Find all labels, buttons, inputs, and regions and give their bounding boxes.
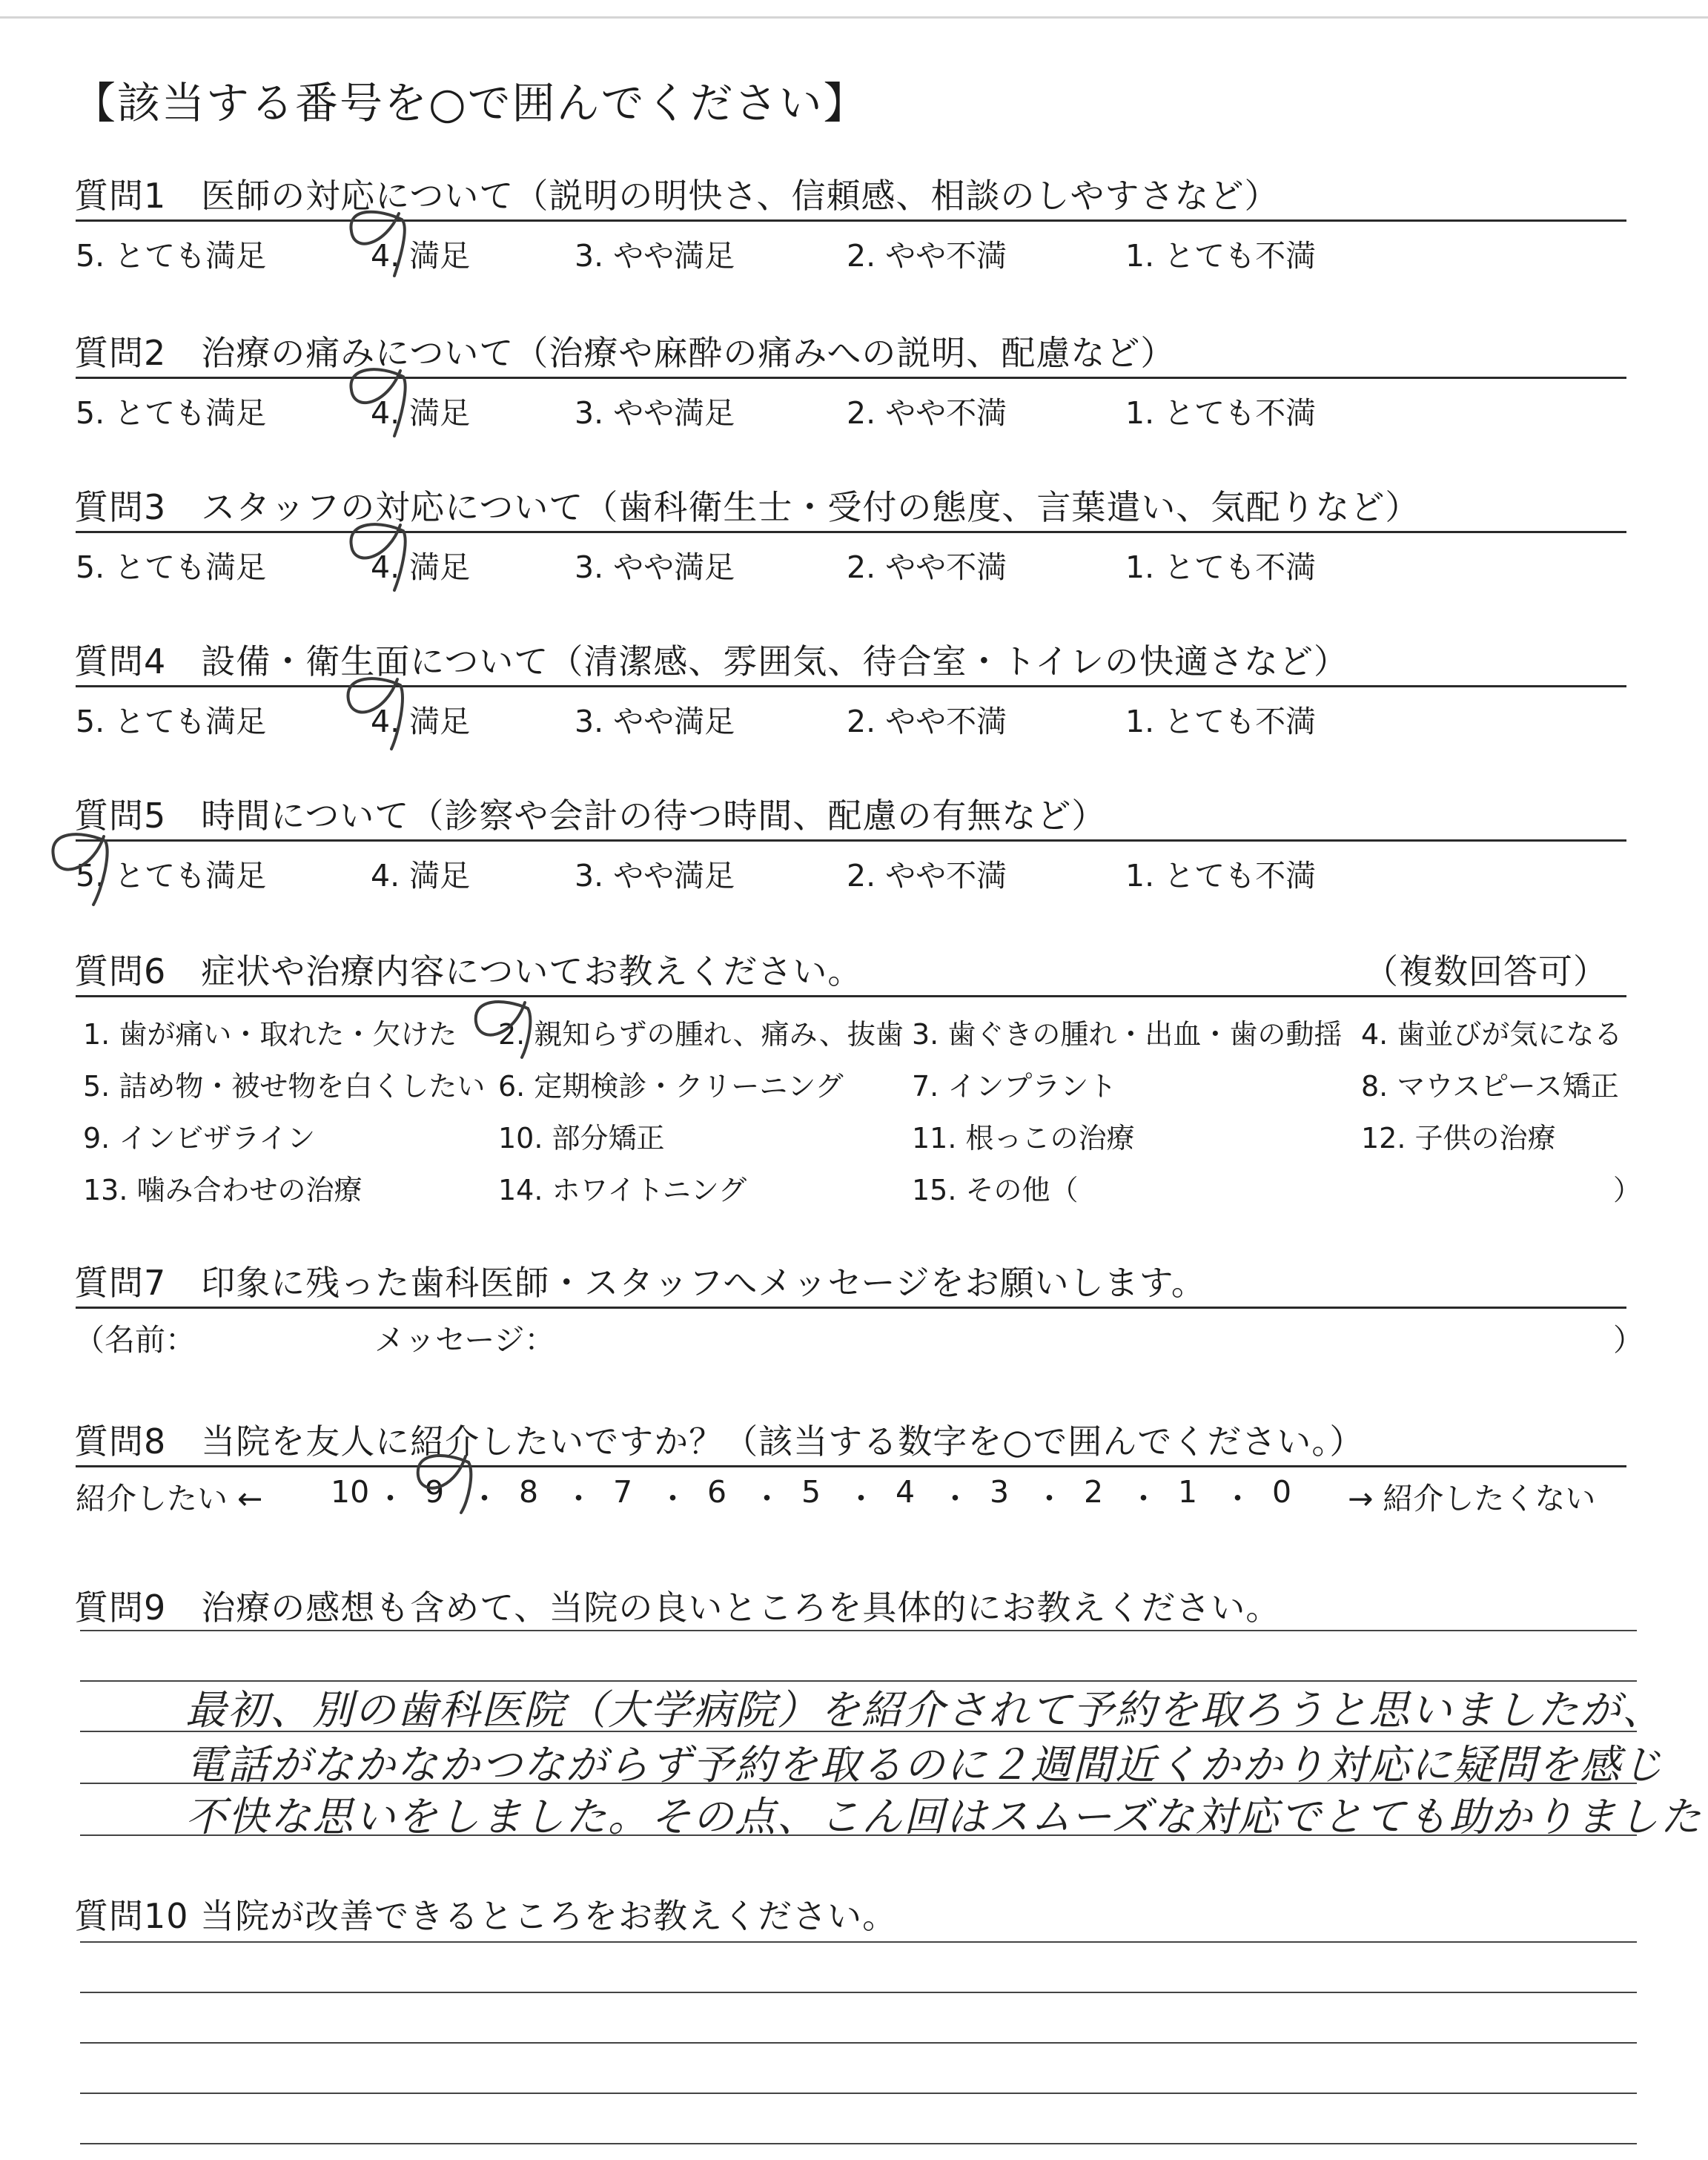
q9-title: 質問9 治療の感想も含めて、当院の良いところを具体的にお教えください。 xyxy=(74,1588,1281,1628)
q8-scale-1[interactable]: 1 xyxy=(1178,1474,1198,1510)
q8-scale-separator: ・ xyxy=(469,1481,500,1516)
q6-item-11[interactable]: 11. 根っこの治療 xyxy=(912,1122,1135,1155)
q7-name-label[interactable]: （名前： xyxy=(74,1322,196,1358)
q6-item-6[interactable]: 6. 定期検診・クリーニング xyxy=(498,1070,844,1103)
q8-scale-separator: ・ xyxy=(1034,1481,1065,1516)
q5-rule xyxy=(76,839,1626,842)
q2-title: 質問2 治療の痛みについて（治療や麻酔の痛みへの説明、配慮など） xyxy=(74,333,1176,373)
q8-scale-8[interactable]: 8 xyxy=(519,1474,539,1510)
q8-scale-2[interactable]: 2 xyxy=(1084,1474,1104,1510)
q3-option-5[interactable]: 5. とても満足 xyxy=(76,549,267,585)
q8-scale-9[interactable]: 9 xyxy=(425,1474,445,1510)
q1-rule xyxy=(76,219,1626,222)
q2-rule xyxy=(76,377,1626,379)
q10-writing-line-5[interactable] xyxy=(80,2143,1637,2144)
q1-title: 質問1 医師の対応について（説明の明快さ、信頼感、相談のしやすさなど） xyxy=(74,176,1280,216)
q4-option-4[interactable]: 4. 満足 xyxy=(371,704,471,739)
q5-option-1[interactable]: 1. とても不満 xyxy=(1125,858,1317,894)
q3-option-1[interactable]: 1. とても不満 xyxy=(1125,549,1317,585)
q8-left-label: 紹介したい ← xyxy=(76,1481,263,1516)
q8-rule xyxy=(76,1465,1626,1467)
q6-multiple-answer-note: （複数回答可） xyxy=(1364,951,1608,991)
q10-writing-line-2[interactable] xyxy=(80,1992,1637,1993)
q2-option-4[interactable]: 4. 満足 xyxy=(371,395,471,431)
q6-item-15[interactable]: 15. その他（ xyxy=(912,1174,1079,1206)
q8-scale-separator: ・ xyxy=(658,1481,688,1516)
q8-scale-10[interactable]: 10 xyxy=(331,1474,370,1510)
q6-item-10[interactable]: 10. 部分矯正 xyxy=(498,1122,665,1155)
q1-option-5[interactable]: 5. とても満足 xyxy=(76,238,267,274)
q8-scale-separator: ・ xyxy=(1222,1481,1253,1516)
q3-option-3[interactable]: 3. やや満足 xyxy=(575,549,735,585)
q5-title: 質問5 時間について（診察や会計の待つ時間、配慮の有無など） xyxy=(74,796,1107,836)
q3-option-4[interactable]: 4. 満足 xyxy=(371,549,471,585)
q8-scale-7[interactable]: 7 xyxy=(613,1474,633,1510)
q6-item-12[interactable]: 12. 子供の治療 xyxy=(1361,1122,1556,1155)
q4-option-1[interactable]: 1. とても不満 xyxy=(1125,704,1317,739)
q4-option-5[interactable]: 5. とても満足 xyxy=(76,704,267,739)
q8-scale-separator: ・ xyxy=(375,1481,406,1516)
q8-scale-4[interactable]: 4 xyxy=(896,1474,916,1510)
q10-writing-line-3[interactable] xyxy=(80,2042,1637,2044)
q9-answer-line-2[interactable]: 電話がなかなかつながらず予約を取るのに２週間近くかかり対応に疑問を感じ xyxy=(185,1741,1665,1789)
q6-item-7[interactable]: 7. インプラント xyxy=(912,1070,1117,1103)
q10-writing-line-4[interactable] xyxy=(80,2093,1637,2094)
page-header: 【該当する番号を○で囲んでください】 xyxy=(73,78,868,128)
q6-item-13[interactable]: 13. 噛み合わせの治療 xyxy=(83,1174,363,1206)
q5-option-2[interactable]: 2. やや不満 xyxy=(847,858,1007,894)
q7-rule xyxy=(76,1307,1626,1309)
q4-option-2[interactable]: 2. やや不満 xyxy=(847,704,1007,739)
q5-option-4[interactable]: 4. 満足 xyxy=(371,858,471,894)
q8-scale-6[interactable]: 6 xyxy=(707,1474,727,1510)
q7-message-label[interactable]: メッセージ： xyxy=(374,1322,555,1358)
q7-close-paren: ） xyxy=(1613,1322,1644,1358)
q1-option-1[interactable]: 1. とても不満 xyxy=(1125,238,1317,274)
q2-option-3[interactable]: 3. やや満足 xyxy=(575,395,735,431)
q6-item-4[interactable]: 4. 歯並びが気になる xyxy=(1361,1018,1623,1051)
q6-item-9[interactable]: 9. インビザライン xyxy=(83,1122,316,1155)
q8-right-label: → 紹介したくない xyxy=(1348,1481,1596,1516)
q10-title: 質問10 当院が改善できるところをお教えください。 xyxy=(74,1896,898,1936)
q8-scale-5[interactable]: 5 xyxy=(801,1474,821,1510)
scan-top-edge xyxy=(0,16,1708,19)
q3-title: 質問3 スタッフの対応について（歯科衛生士・受付の態度、言葉遣い、気配りなど） xyxy=(74,487,1420,527)
q6-item-15-close-paren: ） xyxy=(1613,1174,1642,1206)
q6-rule xyxy=(76,995,1626,997)
q6-item-3[interactable]: 3. 歯ぐきの腫れ・出血・歯の動揺 xyxy=(912,1018,1343,1051)
q2-option-2[interactable]: 2. やや不満 xyxy=(847,395,1007,431)
q8-scale-separator: ・ xyxy=(563,1481,594,1516)
q3-option-2[interactable]: 2. やや不満 xyxy=(847,549,1007,585)
q8-scale-separator: ・ xyxy=(940,1481,970,1516)
q6-item-5[interactable]: 5. 詰め物・被せ物を白くしたい xyxy=(83,1070,486,1103)
q8-scale-separator: ・ xyxy=(752,1481,782,1516)
q6-item-14[interactable]: 14. ホワイトニング xyxy=(498,1174,747,1206)
q8-scale-separator: ・ xyxy=(1128,1481,1159,1516)
q7-title: 質問7 印象に残った歯科医師・スタッフへメッセージをお願いします。 xyxy=(74,1263,1206,1303)
q2-option-5[interactable]: 5. とても満足 xyxy=(76,395,267,431)
q10-writing-line-1[interactable] xyxy=(80,1941,1637,1943)
q5-option-3[interactable]: 3. やや満足 xyxy=(575,858,735,894)
q8-title: 質問8 当院を友人に紹介したいですか？（該当する数字を○で囲んでください。） xyxy=(74,1421,1365,1462)
q4-option-3[interactable]: 3. やや満足 xyxy=(575,704,735,739)
q1-option-4[interactable]: 4. 満足 xyxy=(371,238,471,274)
q8-scale-0[interactable]: 0 xyxy=(1272,1474,1292,1510)
q1-option-2[interactable]: 2. やや不満 xyxy=(847,238,1007,274)
q6-item-8[interactable]: 8. マウスピース矯正 xyxy=(1361,1070,1619,1103)
q6-title: 質問6 症状や治療内容についてお教えください。 xyxy=(74,951,863,991)
q4-rule xyxy=(76,685,1626,687)
q8-scale-3[interactable]: 3 xyxy=(990,1474,1010,1510)
q8-scale-separator: ・ xyxy=(846,1481,876,1516)
q2-option-1[interactable]: 1. とても不満 xyxy=(1125,395,1317,431)
q9-answer-line-3[interactable]: 不快な思いをしました。その点、こん回はスムーズな対応でとても助かりました xyxy=(185,1793,1703,1840)
q1-option-3[interactable]: 3. やや満足 xyxy=(575,238,735,274)
q9-writing-line-1 xyxy=(80,1630,1637,1631)
q9-answer-line-1[interactable]: 最初、別の歯科医院（大学病院）を紹介されて予約を取ろうと思いましたが、 xyxy=(185,1686,1665,1734)
q3-rule xyxy=(76,531,1626,533)
q4-title: 質問4 設備・衛生面について（清潔感、雰囲気、待合室・トイレの快適さなど） xyxy=(74,641,1349,681)
q5-option-5[interactable]: 5. とても満足 xyxy=(76,858,267,894)
q6-item-1[interactable]: 1. 歯が痛い・取れた・欠けた xyxy=(83,1018,457,1051)
q6-item-2[interactable]: 2. 親知らずの腫れ、痛み、抜歯 xyxy=(498,1018,904,1051)
